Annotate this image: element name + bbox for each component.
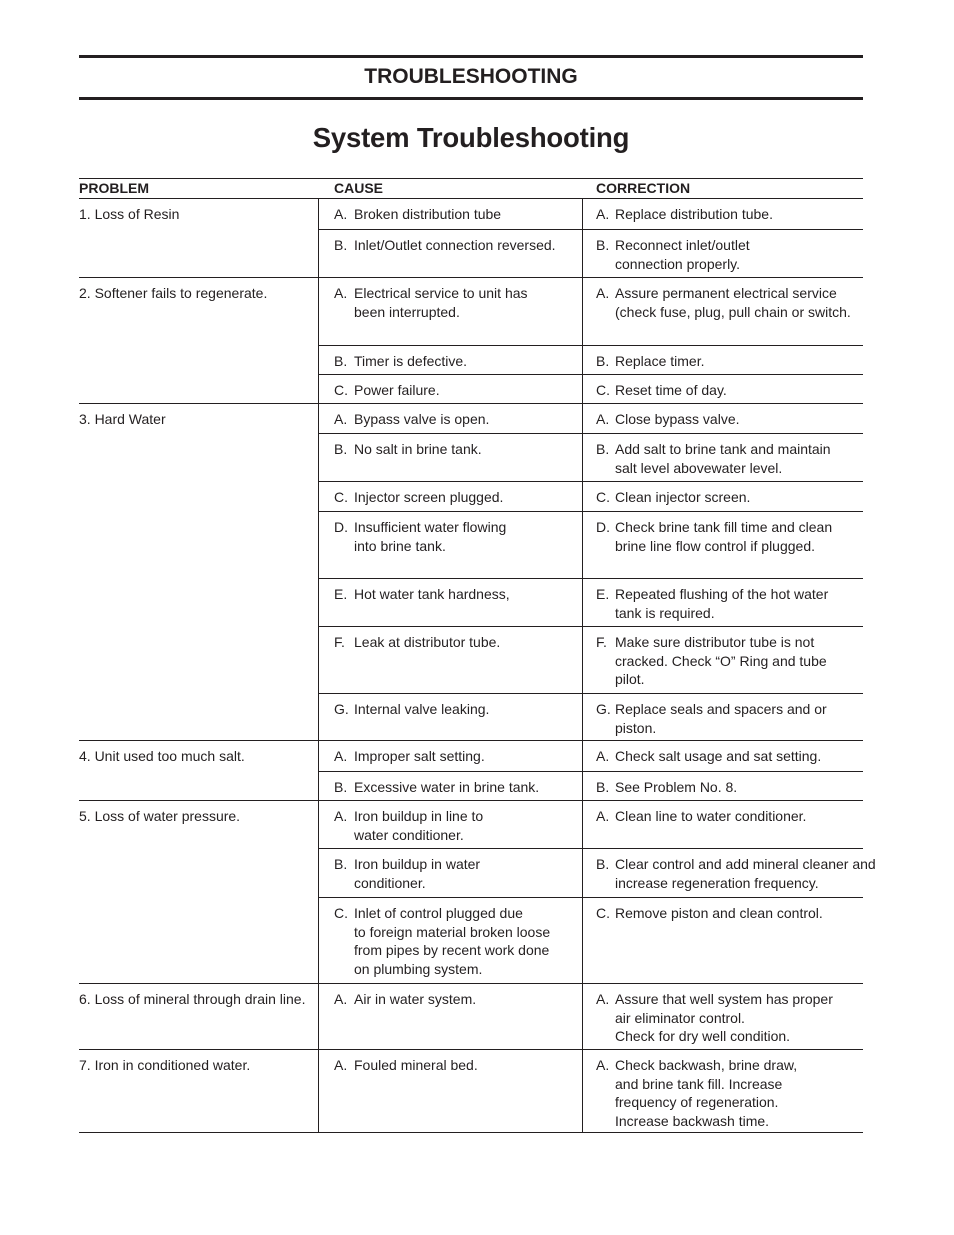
cause-label: A. <box>334 808 348 824</box>
correction-cell <box>582 512 863 578</box>
cause-line <box>334 585 582 604</box>
cause-correction-row <box>319 278 863 345</box>
correction-cell <box>582 984 863 1049</box>
correction-text: piston. <box>615 719 657 736</box>
correction-cell <box>582 404 863 433</box>
cause-text: Insufficient water flowing <box>354 519 507 535</box>
correction-label: A. <box>596 411 610 427</box>
cause-line <box>334 747 582 766</box>
cause-correction-row <box>319 693 863 740</box>
header-cause: CAUSE <box>334 180 384 196</box>
cause-text: from pipes by recent work done <box>354 942 550 959</box>
cause-cell <box>319 984 582 1049</box>
correction-cell <box>582 694 863 740</box>
cause-correction-row <box>319 897 863 983</box>
correction-label: B. <box>596 779 610 795</box>
cause-correction-row <box>319 741 863 771</box>
cause-label: C. <box>334 905 348 921</box>
cause-correction-row <box>319 984 863 1049</box>
cause-text: Internal valve leaking. <box>354 701 490 717</box>
cause-text: Excessive water in brine tank. <box>354 779 540 795</box>
correction-line <box>596 904 863 923</box>
cause-text: Power failure. <box>354 382 440 398</box>
correction-line <box>596 700 863 719</box>
cause-correction-row <box>319 199 863 229</box>
correction-line <box>596 381 863 400</box>
cause-text: Improper salt setting. <box>354 748 485 764</box>
correction-line <box>596 1056 863 1075</box>
correction-text: Clean injector screen. <box>615 489 751 505</box>
correction-text: Replace timer. <box>615 353 705 369</box>
correction-text: air eliminator control. <box>615 1009 745 1026</box>
correction-text: Reconnect inlet/outlet <box>615 237 750 253</box>
cause-cell <box>319 278 582 345</box>
cause-cell <box>319 512 582 578</box>
cause-cell <box>319 434 582 481</box>
cause-label: F. <box>334 634 345 650</box>
problem-text: 3. Hard Water <box>79 411 166 427</box>
cause-text: Iron buildup in water <box>354 856 481 872</box>
cause-label: A. <box>334 748 348 764</box>
cause-correction-row <box>319 771 863 800</box>
correction-line <box>596 518 863 537</box>
section-title: TROUBLESHOOTING <box>364 65 578 88</box>
correction-label: E. <box>596 586 610 602</box>
correction-line <box>596 410 863 429</box>
correction-cell <box>582 199 863 229</box>
correction-cell <box>582 741 863 771</box>
cause-text: Leak at distributor tube. <box>354 634 501 650</box>
cause-text: Inlet/Outlet connection reversed. <box>354 237 556 253</box>
cause-correction-row <box>319 229 863 277</box>
correction-label: B. <box>596 856 610 872</box>
cause-label: B. <box>334 856 348 872</box>
header-correction: CORRECTION <box>596 180 691 196</box>
correction-text: Clean line to water conditioner. <box>615 808 807 824</box>
correction-label: A. <box>596 991 610 1007</box>
cause-correction-row <box>319 481 863 511</box>
cause-label: B. <box>334 237 348 253</box>
cause-cell <box>319 579 582 626</box>
table-header <box>79 178 863 199</box>
cause-cell <box>319 1050 582 1132</box>
correction-text: increase regeneration frequency. <box>615 874 819 891</box>
correction-label: A. <box>596 748 610 764</box>
correction-line <box>596 855 876 874</box>
cause-label: C. <box>334 489 348 505</box>
correction-label: D. <box>596 519 610 535</box>
cause-line <box>334 518 582 537</box>
cause-line <box>334 410 582 429</box>
cause-text: Fouled mineral bed. <box>354 1057 478 1073</box>
cause-correction-list <box>318 801 876 983</box>
correction-text: and brine tank fill. Increase <box>615 1075 783 1092</box>
correction-text: Assure permanent electrical service <box>615 285 837 301</box>
cause-text: conditioner. <box>354 874 426 891</box>
cause-line <box>334 440 582 459</box>
problem-text: 2. Softener fails to regenerate. <box>79 285 268 301</box>
cause-label: A. <box>334 206 348 222</box>
problem-group <box>79 801 876 984</box>
cause-text: Electrical service to unit has <box>354 285 528 301</box>
correction-text: Remove piston and clean control. <box>615 905 823 921</box>
problem-group <box>79 278 863 404</box>
cause-cell <box>319 801 582 848</box>
correction-text: Reset time of day. <box>615 382 727 398</box>
cause-line <box>334 205 582 224</box>
correction-cell <box>582 849 876 897</box>
problem-text: 1. Loss of Resin <box>79 206 180 222</box>
cause-line <box>334 990 582 1009</box>
cause-correction-row <box>319 404 863 433</box>
cause-cell <box>319 772 582 800</box>
cause-line <box>334 236 582 255</box>
correction-text: tank is required. <box>615 604 715 621</box>
correction-text: See Problem No. 8. <box>615 779 738 795</box>
cause-label: A. <box>334 411 348 427</box>
cause-cell <box>319 741 582 771</box>
cause-correction-row <box>319 578 863 626</box>
correction-label: C. <box>596 382 610 398</box>
correction-text: frequency of regeneration. <box>615 1094 779 1111</box>
troubleshooting-table <box>79 178 876 1133</box>
cause-correction-row <box>319 1050 863 1132</box>
cause-text: on plumbing system. <box>354 960 483 977</box>
correction-text: Check for dry well condition. <box>615 1028 791 1045</box>
cause-label: A. <box>334 285 348 301</box>
problem-group <box>79 1050 863 1133</box>
cause-text: to foreign material broken loose <box>354 923 551 940</box>
correction-cell <box>582 278 863 345</box>
cause-line <box>334 381 582 400</box>
cause-cell <box>319 694 582 740</box>
correction-cell <box>582 434 863 481</box>
correction-text: Repeated flushing of the hot water <box>615 586 829 602</box>
correction-text: Assure that well system has proper <box>615 991 833 1007</box>
cause-text: into brine tank. <box>354 537 446 554</box>
cause-line <box>334 807 582 826</box>
correction-cell <box>582 772 863 800</box>
cause-cell <box>319 849 582 897</box>
correction-text: Close bypass valve. <box>615 411 740 427</box>
correction-line <box>596 990 863 1009</box>
cause-cell <box>319 482 582 511</box>
correction-cell <box>582 375 863 403</box>
correction-text: Make sure distributor tube is not <box>615 634 815 650</box>
cause-label: A. <box>334 991 348 1007</box>
correction-label: A. <box>596 285 610 301</box>
cause-correction-list <box>318 741 863 800</box>
correction-text: Increase backwash time. <box>615 1112 770 1129</box>
cause-line <box>334 778 582 797</box>
cause-text: Inlet of control plugged due <box>354 905 523 921</box>
correction-line <box>596 488 863 507</box>
cause-text: Timer is defective. <box>354 353 468 369</box>
cause-correction-row <box>319 345 863 374</box>
cause-cell <box>319 375 582 403</box>
correction-line <box>596 284 863 303</box>
cause-correction-list <box>318 1050 863 1132</box>
cause-text: No salt in brine tank. <box>354 441 482 457</box>
cause-text: Iron buildup in line to <box>354 808 484 824</box>
cause-line <box>334 633 582 652</box>
correction-text: Add salt to brine tank and maintain <box>615 441 831 457</box>
problem-text: 7. Iron in conditioned water. <box>79 1057 251 1073</box>
correction-label: B. <box>596 353 610 369</box>
cause-text: water conditioner. <box>354 826 464 843</box>
correction-cell <box>582 346 863 374</box>
cause-cell <box>319 199 582 229</box>
cause-cell <box>319 898 582 983</box>
correction-text: Clear control and add mineral cleaner and <box>615 856 876 872</box>
correction-cell <box>582 1050 863 1132</box>
correction-label: A. <box>596 808 610 824</box>
correction-label: B. <box>596 441 610 457</box>
cause-text: Bypass valve is open. <box>354 411 490 427</box>
cause-correction-list <box>318 984 863 1049</box>
cause-correction-row <box>319 433 863 481</box>
correction-label: C. <box>596 489 610 505</box>
correction-line <box>596 440 863 459</box>
cause-correction-row <box>319 374 863 403</box>
cause-label: C. <box>334 382 348 398</box>
cause-label: B. <box>334 779 348 795</box>
correction-label: A. <box>596 206 610 222</box>
section-rule <box>79 97 863 100</box>
correction-text: Replace seals and spacers and or <box>615 701 827 717</box>
cause-cell <box>319 627 582 693</box>
correction-line <box>596 205 863 224</box>
cause-cell <box>319 404 582 433</box>
correction-line <box>596 747 863 766</box>
cause-line <box>334 700 582 719</box>
cause-line <box>334 904 582 923</box>
problem-group <box>79 984 863 1050</box>
problem-group <box>79 199 863 278</box>
cause-label: E. <box>334 586 348 602</box>
cause-label: A. <box>334 1057 348 1073</box>
correction-cell <box>582 627 863 693</box>
cause-label: B. <box>334 353 348 369</box>
cause-text: Broken distribution tube <box>354 206 502 222</box>
cause-text: been interrupted. <box>354 303 460 320</box>
correction-text: connection properly. <box>615 255 741 272</box>
cause-correction-row <box>319 801 863 848</box>
cause-text: Hot water tank hardness, <box>354 586 510 602</box>
problem-text: 5. Loss of water pressure. <box>79 808 241 824</box>
correction-cell <box>582 482 863 511</box>
cause-correction-list <box>318 404 863 740</box>
page-title: System Troubleshooting <box>312 122 630 153</box>
correction-label: A. <box>596 1057 610 1073</box>
problem-text: 4. Unit used too much salt. <box>79 748 245 764</box>
correction-cell <box>582 898 863 983</box>
cause-text: Injector screen plugged. <box>354 489 504 505</box>
correction-line <box>596 807 863 826</box>
correction-line <box>596 778 863 797</box>
correction-line <box>596 585 863 604</box>
cause-cell <box>319 230 582 277</box>
cause-correction-list <box>318 278 863 403</box>
correction-text: salt level abovewater level. <box>615 459 783 476</box>
correction-cell <box>582 230 863 277</box>
cause-label: D. <box>334 519 348 535</box>
top-rule <box>79 55 863 58</box>
correction-line <box>596 236 863 255</box>
cause-cell <box>319 346 582 374</box>
problem-group <box>79 404 863 741</box>
correction-text: pilot. <box>615 671 645 688</box>
cause-line <box>334 1056 582 1075</box>
correction-text: cracked. Check “O” Ring and tube <box>615 652 827 669</box>
problem-text: 6. Loss of mineral through drain line. <box>79 991 306 1007</box>
correction-text: Check brine tank fill time and clean <box>615 519 833 535</box>
cause-line <box>334 855 582 874</box>
cause-correction-list <box>318 199 863 277</box>
cause-line <box>334 488 582 507</box>
cause-correction-row <box>319 626 863 693</box>
cause-correction-row <box>319 511 863 578</box>
correction-text: Check salt usage and sat setting. <box>615 748 822 764</box>
correction-text: (check fuse, plug, pull chain or switch. <box>615 303 851 320</box>
correction-cell <box>582 801 863 848</box>
correction-text: Replace distribution tube. <box>615 206 773 222</box>
cause-label: B. <box>334 441 348 457</box>
cause-correction-row <box>319 848 876 897</box>
correction-label: G. <box>596 701 611 717</box>
cause-line <box>334 352 582 371</box>
cause-line <box>334 284 582 303</box>
correction-cell <box>582 579 863 626</box>
correction-line <box>596 352 863 371</box>
correction-text: Check backwash, brine draw, <box>615 1057 798 1073</box>
problem-group <box>79 741 863 801</box>
cause-label: G. <box>334 701 349 717</box>
correction-text: brine line flow control if plugged. <box>615 537 816 554</box>
correction-label: B. <box>596 237 610 253</box>
cause-text: Air in water system. <box>354 991 477 1007</box>
header-problem: PROBLEM <box>79 180 149 196</box>
correction-line <box>596 633 863 652</box>
correction-label: F. <box>596 634 607 650</box>
correction-label: C. <box>596 905 610 921</box>
